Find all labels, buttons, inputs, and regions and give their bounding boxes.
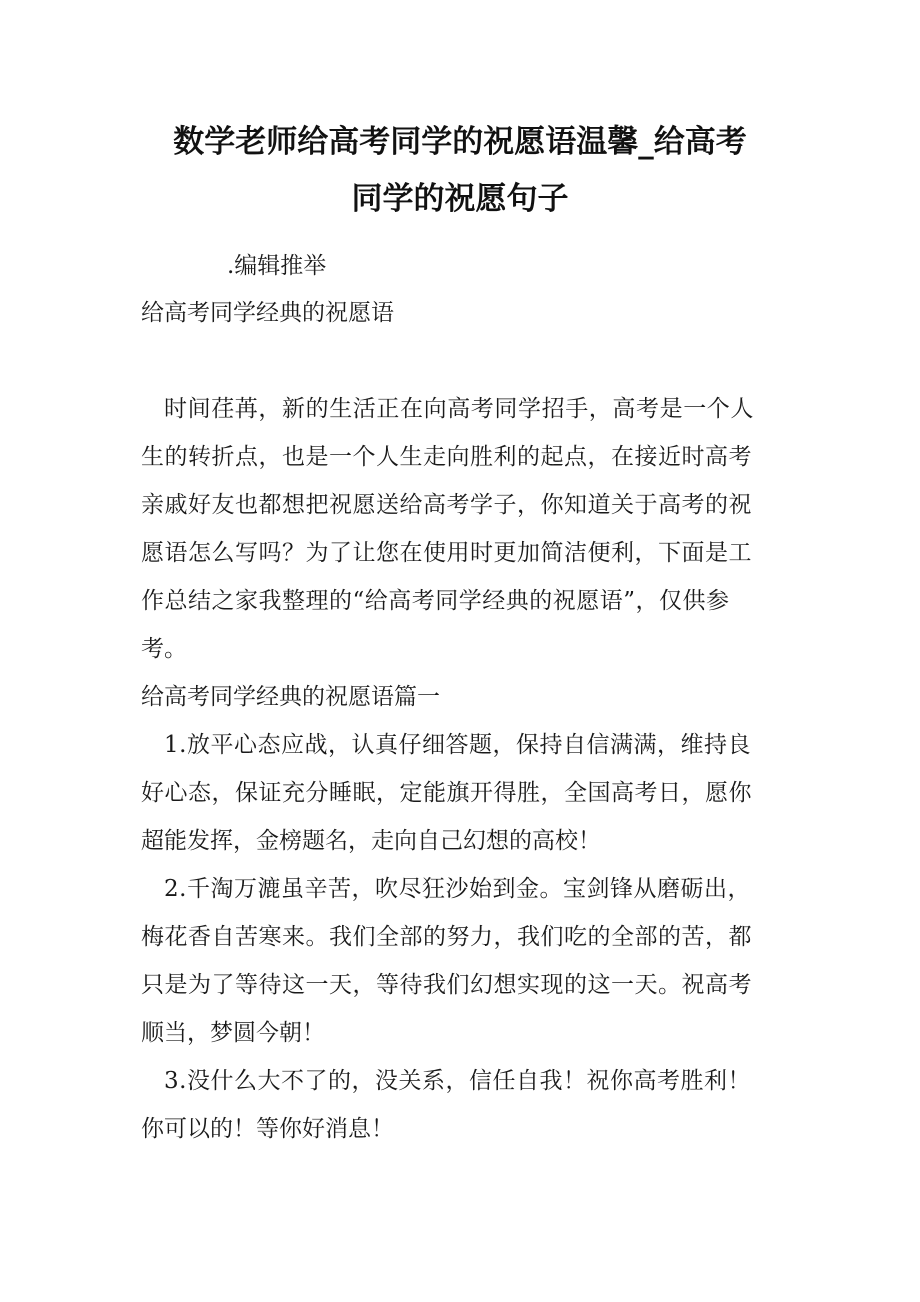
wish-line: 2.千淘万漉虽辛苦，吹尽狂沙始到金。宝剑锋从磨砺出，: [164, 876, 751, 902]
intro-line: 时间荏苒，新的生活正在向高考同学招手，高考是一个人: [164, 396, 754, 422]
section-heading: 给高考同学经典的祝愿语篇一: [141, 684, 440, 710]
wish-line: 好心态，保证充分睡眠，定能旗开得胜，全国高考日，愿你: [141, 780, 752, 806]
subheading: 给高考同学经典的祝愿语: [141, 300, 394, 326]
wish-line: 3.没什么大不了的，没关系，信任自我！祝你高考胜利！: [164, 1068, 751, 1094]
intro-line: 作总结之家我整理的“给高考同学经典的祝愿语”，仅供参: [141, 588, 730, 614]
wish-line: 顺当，梦圆今朝！: [141, 1020, 325, 1046]
intro-line: 愿语怎么写吗？为了让您在使用时更加简洁便利，下面是工: [141, 540, 752, 566]
document-title-line-2: 同学的祝愿句子: [351, 181, 569, 217]
wish-line: 1.放平心态应战，认真仔细答题，保持自信满满，维持良: [164, 732, 751, 758]
intro-line: 考。: [141, 636, 187, 662]
wish-line: 梅花香自苦寒来。我们全部的努力，我们吃的全部的苦，都: [141, 924, 752, 950]
intro-line: 生的转折点，也是一个人生走向胜利的起点，在接近时高考: [141, 444, 752, 470]
intro-line: 亲戚好友也都想把祝愿送给高考学子，你知道关于高考的祝: [141, 492, 752, 518]
wish-line: 超能发挥，金榜题名，走向自己幻想的高校！: [141, 828, 601, 854]
wish-line: 只是为了等待这一天，等待我们幻想实现的这一天。祝高考: [141, 972, 752, 998]
wish-line: 你可以的！等你好消息！: [141, 1116, 394, 1142]
editor-note: .编辑推举: [227, 253, 327, 279]
document-title-line-1: 数学老师给高考同学的祝愿语温馨_给高考: [173, 124, 747, 160]
